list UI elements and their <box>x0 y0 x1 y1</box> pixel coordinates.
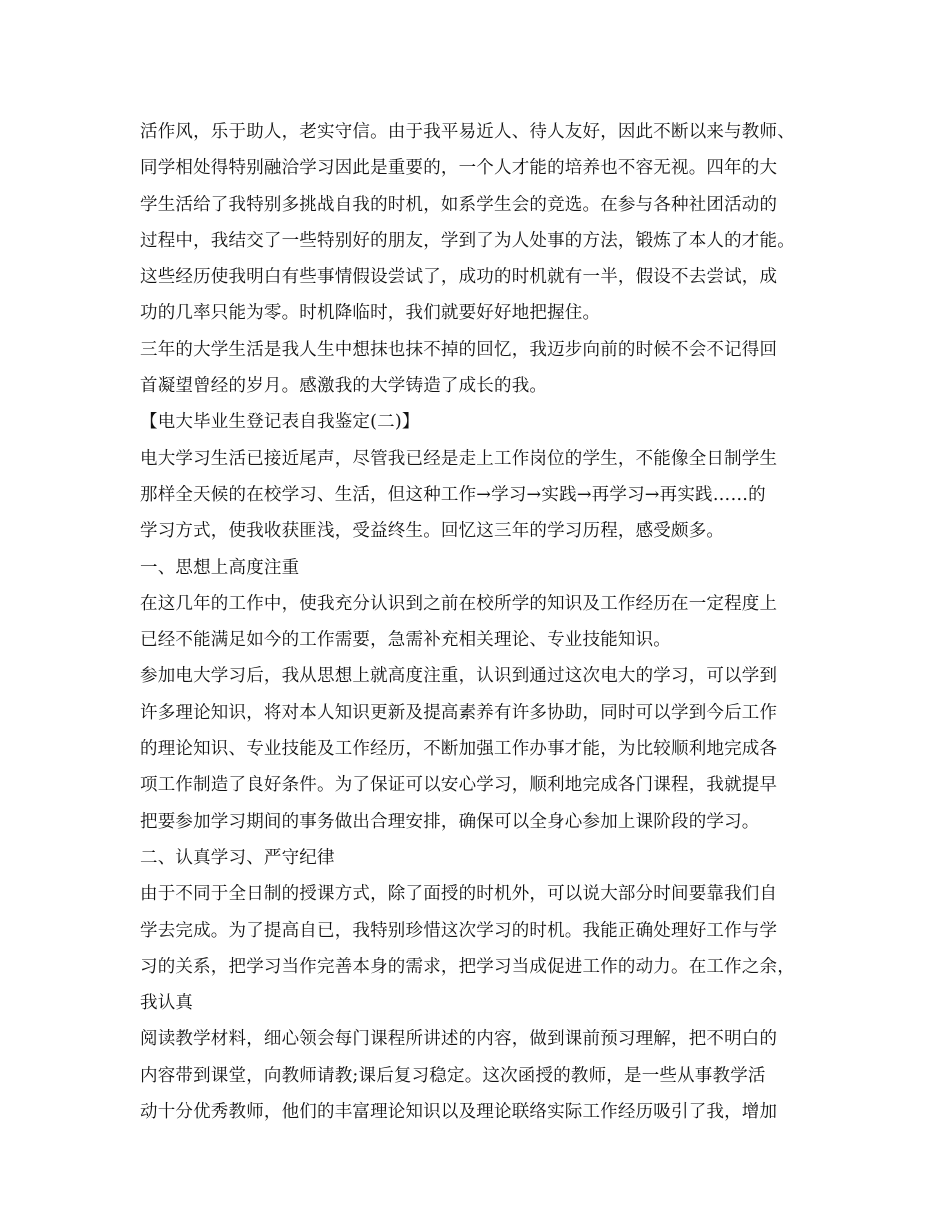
text-line: 过程中，我结交了一些特别好的朋友，学到了为人处事的方法，锻炼了本人的才能。 <box>140 230 795 251</box>
text-line: 三年的大学生活是我人生中想抹也抹不掉的回忆，我迈步向前的时候不会不记得回 <box>140 339 778 360</box>
text-line: 由于不同于全日制的授课方式，除了面授的时机外，可以说大部分时间要靠我们自 <box>140 884 778 905</box>
document-body <box>140 114 810 1130</box>
section-title: 【电大毕业生登记表自我鉴定(二)】 <box>140 412 420 433</box>
text-line: 项工作制造了良好条件。为了保证可以安心学习，顺利地完成各门课程，我就提早 <box>140 775 778 796</box>
text-line: 已经不能满足如今的工作需要，急需补充相关理论、专业技能知识。 <box>140 630 671 651</box>
text-line: 活作风，乐于助人，老实守信。由于我平易近人、待人友好，因此不断以来与教师、 <box>140 122 795 142</box>
text-line: 首凝望曾经的岁月。感激我的大学铸造了成长的我。 <box>140 376 548 397</box>
text-line: 那样全天候的在校学习、生活，但这种工作→学习→实践→再学习→再实践……的 <box>140 484 766 505</box>
text-line: 参加电大学习后，我从思想上就高度注重，认识到通过这次电大的学习，可以学到 <box>140 666 778 687</box>
text-line: 许多理论知识，将对本人知识更新及提高素养有许多协助，同时可以学到今后工作 <box>140 702 778 723</box>
text-line: 动十分优秀教师，他们的丰富理论知识以及理论联络实际工作经历吸引了我，增加 <box>140 1102 778 1123</box>
section-heading: 二、认真学习、严守纪律 <box>140 847 335 868</box>
text-line: 内容带到课堂，向教师请教;课后复习稳定。这次函授的教师，是一些从事教学活 <box>140 1065 766 1086</box>
text-line: 学去完成。为了提高自已，我特别珍惜这次学习的时机。我能正确处理好工作与学 <box>140 920 778 941</box>
text-line: 学生活给了我特别多挑战自我的时机，如系学生会的竞选。在参与各种社团活动的 <box>140 194 778 215</box>
text-line: 的理论知识、专业技能及工作经历，不断加强工作办事才能，为比较顺利地完成各 <box>140 739 778 760</box>
text-line: 电大学习生活已接近尾声，尽管我已经是走上工作岗位的学生，不能像全日制学生 <box>140 448 778 469</box>
text-line: 阅读教学材料，细心领会每门课程所讲述的内容，做到课前预习理解，把不明白的 <box>140 1029 778 1050</box>
text-line: 同学相处得特别融洽学习因此是重要的，一个人才能的培养也不容无视。四年的大 <box>140 158 778 179</box>
section-heading: 一、思想上高度注重 <box>140 557 300 578</box>
text-line: 把要参加学习期间的事务做出合理安排，确保可以全身心参加上课阶段的学习。 <box>140 811 760 832</box>
text-line: 这些经历使我明白有些事情假设尝试了，成功的时机就有一半，假设不去尝试，成 <box>140 267 778 288</box>
text-line: 习的关系，把学习当作完善本身的需求，把学习当成促进工作的动力。在工作之余， <box>140 956 795 977</box>
text-line: 学习方式，使我收获匪浅，受益终生。回忆这三年的学习历程，感受颇多。 <box>140 521 725 542</box>
text-line: 在这几年的工作中，使我充分认识到之前在校所学的知识及工作经历在一定程度上 <box>140 593 778 614</box>
text-line: 我认真 <box>140 993 194 1014</box>
text-line: 功的几率只能为零。时机降临时，我们就要好好地把握住。 <box>140 303 601 324</box>
